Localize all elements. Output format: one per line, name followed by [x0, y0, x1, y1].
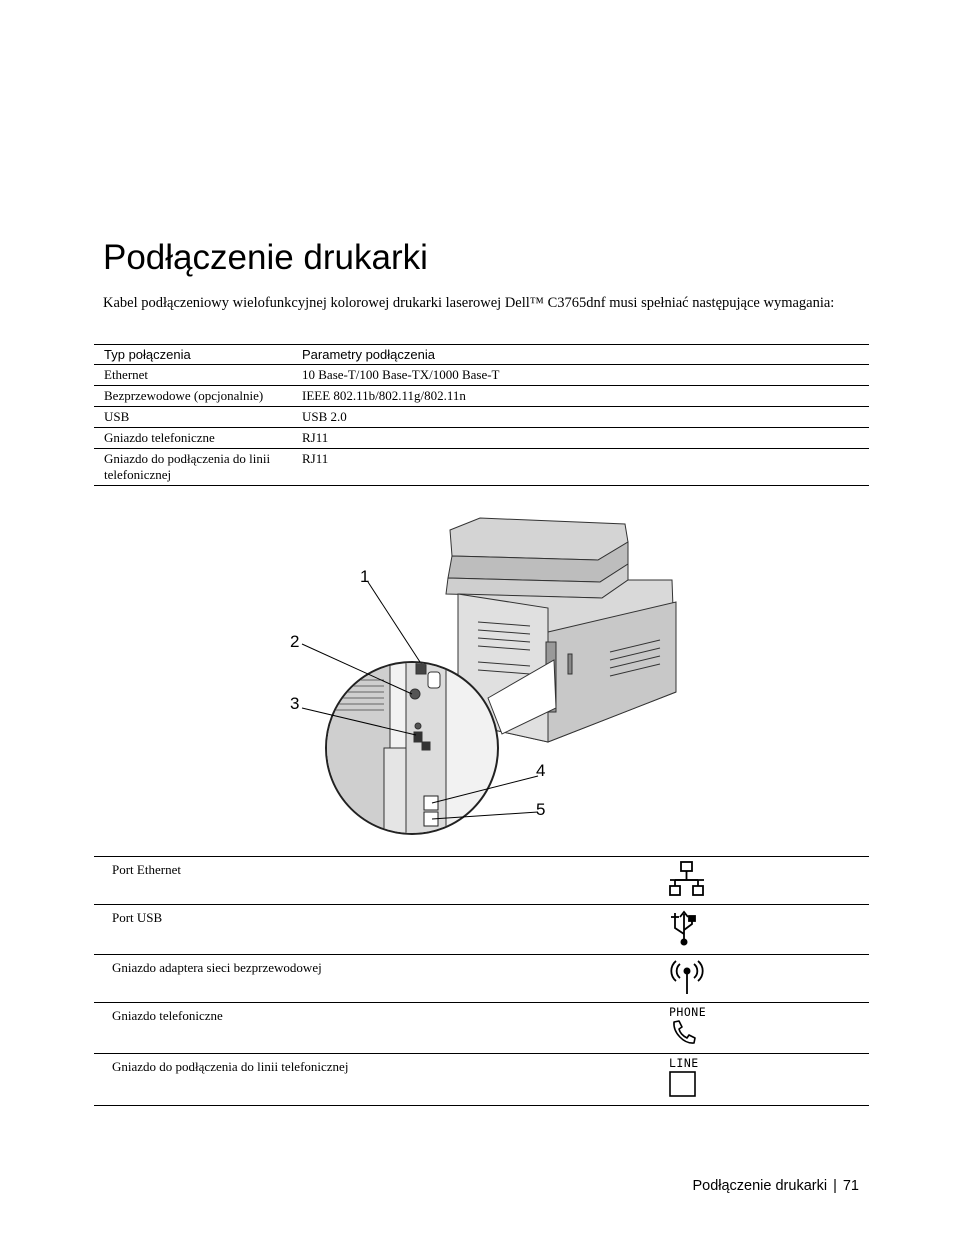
callout-2: 2	[290, 632, 300, 651]
port-label-phone: Gniazdo telefoniczne	[94, 1003, 632, 1054]
table-row	[94, 428, 869, 449]
table-row	[94, 955, 869, 1003]
usb-icon	[669, 908, 699, 948]
table-row	[94, 857, 869, 905]
table-row	[94, 386, 869, 407]
page-footer	[692, 1178, 859, 1194]
table-row	[94, 1054, 869, 1106]
ethernet-network-icon	[669, 860, 705, 898]
footer-separator: |	[833, 1178, 837, 1194]
column-header-connection-type: Typ połączenia	[94, 345, 292, 365]
table-row	[94, 407, 869, 428]
table-row	[94, 905, 869, 955]
line-icon-text: LINE	[669, 1056, 699, 1070]
table-header-row	[94, 345, 869, 365]
requirements-table	[94, 344, 869, 486]
column-header-parameters: Parametry podłączenia	[292, 345, 869, 365]
ports-table	[94, 856, 869, 1106]
table-cell: Ethernet	[94, 365, 292, 386]
table-cell: RJ11	[292, 449, 869, 486]
wireless-icon	[669, 958, 705, 996]
callout-5: 5	[536, 800, 546, 819]
callout-1: 1	[360, 567, 370, 586]
table-row	[94, 365, 869, 386]
table-row	[94, 449, 869, 486]
table-cell: Gniazdo do podłączenia do linii telefonicznej	[94, 449, 292, 486]
table-cell: USB 2.0	[292, 407, 869, 428]
table-cell: Bezprzewodowe (opcjonalnie)	[94, 386, 292, 407]
table-row	[94, 1003, 869, 1054]
phone-handset-icon	[669, 1019, 697, 1045]
printer-drawing	[280, 512, 700, 842]
footer-section-title: Podłączenie drukarki	[692, 1178, 828, 1194]
table-cell: RJ11	[292, 428, 869, 449]
table-cell: Gniazdo telefoniczne	[94, 428, 292, 449]
callout-3: 3	[290, 694, 300, 713]
table-cell: IEEE 802.11b/802.11g/802.11n	[292, 386, 869, 407]
port-label-line: Gniazdo do podłączenia do linii telefonicznej	[94, 1054, 632, 1106]
callout-4: 4	[536, 761, 546, 780]
intro-paragraph: Kabel podłączeniowy wielofunkcyjnej kolorowej drukarki laserowej Dell™ C3765dnf musi spełniać następujące wymagania:	[103, 295, 835, 311]
page-title: Podłączenie drukarki	[103, 238, 428, 277]
line-square-icon	[669, 1070, 697, 1097]
printer-rear-illustration	[280, 512, 700, 842]
phone-icon-text: PHONE	[669, 1005, 707, 1019]
port-label-wireless: Gniazdo adaptera sieci bezprzewodowej	[94, 955, 632, 1003]
port-label-usb: Port USB	[94, 905, 632, 955]
port-label-ethernet: Port Ethernet	[94, 857, 632, 905]
table-cell: 10 Base-T/100 Base-TX/1000 Base-T	[292, 365, 869, 386]
page-number: 71	[842, 1178, 859, 1194]
table-cell: USB	[94, 407, 292, 428]
